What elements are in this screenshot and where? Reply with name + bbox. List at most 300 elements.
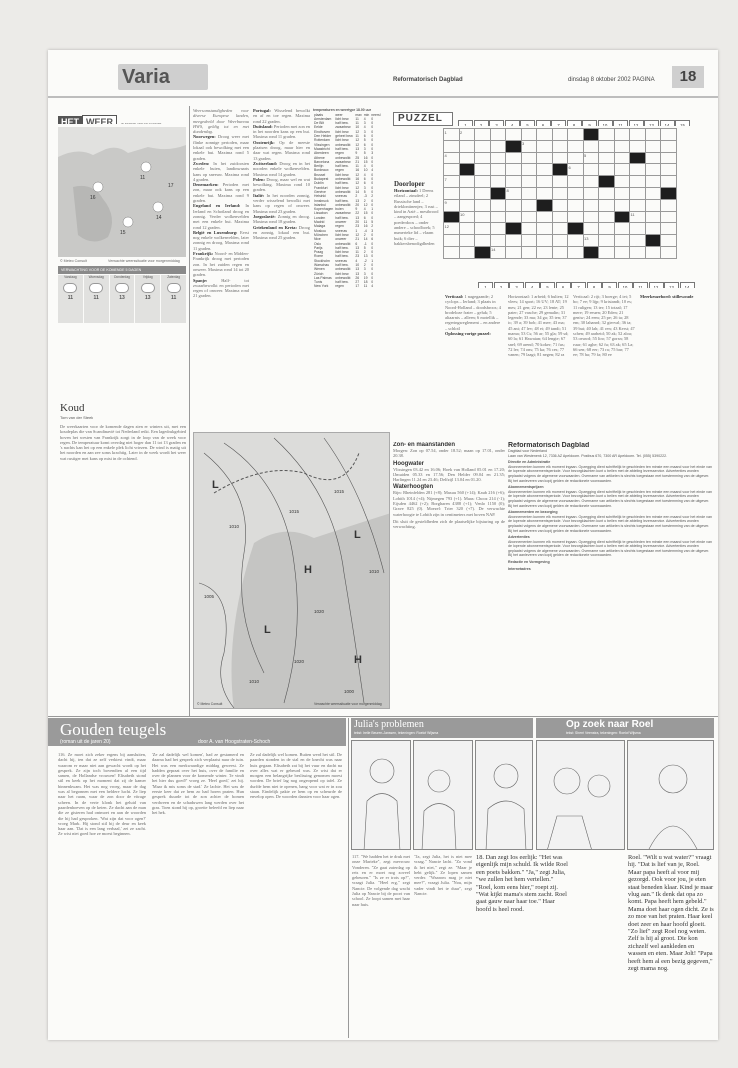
table-cell: Nice: [314, 237, 321, 242]
grid-cell: [459, 164, 475, 176]
table-cell: 6: [363, 134, 366, 139]
pressure-value: 1015: [289, 509, 300, 514]
grid-row: [444, 199, 677, 211]
grid-cell: [583, 246, 599, 258]
solution-note: Meerkeuzebord: stillewoude: [640, 294, 694, 299]
table-cell: Vlissingen: [314, 142, 330, 147]
novel-banner: [48, 718, 346, 746]
grid-row: [444, 164, 677, 176]
table-cell: Wenen: [314, 267, 325, 272]
roel-comic-panel-2: [627, 740, 714, 850]
grid-cell: [568, 246, 584, 258]
colophon-address: Laan van Westenenk 12, 7336 AZ Apeldoorn. Postbus 670, 7300 AR Apeldoorn. Tel. (055) 5390222.: [508, 453, 668, 458]
grid-cell: [614, 187, 630, 199]
grid-cell: [614, 164, 630, 176]
grid-cell: [583, 223, 599, 235]
grid-cell: [661, 176, 677, 188]
grid-row: [444, 187, 677, 199]
table-cell: Genève: [314, 189, 326, 194]
table-cell: half bew.: [335, 215, 349, 220]
grid-cell: [645, 176, 661, 188]
clue-label: Verticaal:: [445, 294, 464, 299]
table-cell: 3: [363, 271, 366, 276]
table-cell: 12: [355, 129, 360, 134]
grid-cell: [614, 246, 630, 258]
table-cell: zwaarbew.: [335, 125, 352, 130]
grid-cell: [537, 199, 553, 211]
colophon: [508, 442, 713, 707]
grid-row: [444, 129, 677, 141]
hoogwater-text: Vlissingen 03.42 en 16.06; Hoek van Holland 05.01 en 17.20; IJmuiden 05.33 en 17.56; Den Helder 09.04 en 21.35; Harlingen 11.24 en 23.46; Delfzijl 13.04 en 01.20.: [393, 466, 505, 483]
grid-cell: [506, 140, 522, 152]
table-cell: 6: [363, 181, 366, 186]
day-temp: 11: [67, 294, 74, 301]
country-text: Noord- en Midden-Frankrijk droog met perioden zon. In het zuiden regen en onweer. Maxima rond 14 tot 20 graden.: [193, 251, 249, 278]
table-cell: Madrid: [314, 220, 325, 225]
table-cell: 11: [355, 250, 359, 255]
map-temp: 17: [168, 183, 174, 189]
table-cell: Rome: [314, 254, 324, 259]
crossword-table: [443, 128, 677, 259]
grid-cell: [444, 235, 460, 247]
table-cell: 13: [355, 267, 360, 272]
grid-cell: [490, 164, 506, 176]
country-label: Noorwegen:: [193, 134, 216, 140]
table-cell: Tunis: [314, 280, 323, 285]
table-cell: 0: [371, 215, 374, 220]
table-cell: 2: [363, 232, 366, 237]
column-number: 14: [660, 120, 675, 126]
forecast-day: [110, 275, 135, 323]
grid-cell: [630, 152, 646, 164]
column-number: 2: [474, 120, 489, 126]
banner-sub: IN NEDERLAND EN EUROPA: [121, 122, 162, 124]
table-cell: 11: [363, 284, 368, 289]
country-label: Duitsland:: [253, 123, 273, 129]
grid-cell: [537, 235, 553, 247]
grid-cell: [661, 199, 677, 211]
roel-comic-panel-1: [536, 740, 625, 850]
grid-cell: [583, 187, 599, 199]
grid-cell: [490, 129, 506, 141]
grid-cell: [661, 187, 677, 199]
table-cell: 11: [355, 134, 359, 139]
table-cell: Moskou: [314, 228, 326, 233]
forecast-day: [58, 275, 83, 323]
grid-row: [444, 235, 677, 247]
table-cell: Bordeaux: [314, 168, 329, 173]
grid-cell: [537, 223, 553, 235]
puzzle-subtitle: Doorloper: [394, 180, 425, 188]
colophon-heading: Abonnementsprijzen: [508, 485, 544, 490]
grid-row: [444, 246, 677, 258]
solution-cell: 5: [540, 282, 555, 288]
table-cell: 0: [371, 211, 374, 216]
grid-cell: [552, 235, 568, 247]
grid-cell: [444, 211, 460, 223]
forecast-day: [135, 275, 160, 323]
grid-cell: 5: [583, 152, 599, 164]
grid-cell: [661, 140, 677, 152]
grid-cell: [475, 199, 491, 211]
table-cell: 14: [355, 189, 360, 194]
grid-cell: [506, 129, 522, 141]
country-text: Perioden met zon en in het noorden kans op een bui. Maxima rond 11 graden.: [253, 123, 310, 140]
solution-cell: 10: [618, 282, 633, 288]
table-cell: Barcelona: [314, 159, 330, 164]
pressure-value: 1010: [229, 524, 240, 529]
forecast-days: [58, 275, 186, 323]
table-cell: regen: [335, 284, 344, 289]
grid-cell: [645, 152, 661, 164]
clue-text: 1 nagegaande; 2 cyclops – Ierland; 3 plaats in Noord-Holland – doodsbroos; 4 brodeloze frater – geluk; 5 altaarnis – alleen; 6 motellik – regeringsreglement – en andere – schlotl: [445, 294, 501, 331]
table-cell: 4: [371, 168, 374, 173]
country-label: Polen:: [253, 176, 265, 182]
grid-cell: [490, 235, 506, 247]
table-cell: 13: [355, 245, 360, 250]
table-cell: 25: [355, 155, 360, 160]
column-number: 5: [520, 120, 535, 126]
day-temp: 11: [170, 294, 177, 301]
sun-icon: [153, 202, 163, 212]
grid-cell: [630, 176, 646, 188]
grid-cell: [506, 199, 522, 211]
grid-cell: [490, 199, 506, 211]
solution-cell: 13: [664, 282, 679, 288]
grid-cell: [521, 235, 537, 247]
day-label: Vandaag: [64, 275, 77, 279]
julia-comic-panel-1: [351, 740, 411, 850]
table-cell: licht bew.: [335, 138, 350, 143]
table-cell: onbewolkt: [335, 241, 351, 246]
table-cell: 13: [363, 254, 368, 259]
map-temp: 11: [140, 175, 146, 181]
map-note: Verwachte weerssituatie voor morgenmiddag: [108, 259, 180, 263]
grid-cell: [521, 129, 537, 141]
grid-cell: 13: [583, 235, 599, 247]
table-cell: 5: [363, 189, 366, 194]
table-cell: 3: [363, 185, 366, 190]
table-cell: half bew.: [335, 181, 349, 186]
comic-drawing: [476, 741, 533, 850]
grid-cell: [552, 199, 568, 211]
banner-het: HET: [58, 116, 82, 124]
table-cell: De Bilt: [314, 121, 324, 126]
country-text: Eerst nog enkele wolkenvelden, later zonnig en droog. Maxima rond 11 graden.: [193, 229, 249, 251]
table-cell: 4: [363, 116, 366, 121]
table-cell: 16: [355, 168, 360, 173]
table-cell: 2: [371, 194, 374, 199]
colophon-heading: Advertenties: [508, 535, 530, 540]
table-cell: 2: [363, 250, 366, 255]
table-cell: half bew.: [335, 146, 349, 151]
isobar-credit: © Meteo Consult: [197, 702, 223, 706]
table-cell: licht bew.: [335, 250, 350, 255]
grid-cell: 10: [459, 211, 475, 223]
solution-cell: 3: [509, 282, 524, 288]
temperature-table-box: [313, 108, 388, 433]
table-cell: Zürich: [314, 271, 324, 276]
rain-icon: [89, 283, 103, 293]
grid-cell: [475, 152, 491, 164]
grid-cell: [583, 140, 599, 152]
table-cell: Brussel: [314, 172, 326, 177]
cloud-icon: [167, 283, 181, 293]
julia-comic-panel-2: [413, 740, 473, 850]
solution-cell: 11: [633, 282, 648, 288]
koud-article-body: De weerkaarten voor de komende dagen zien er winters uit, met een koudeplas die van Scandinavië tot Nederland reikt. Een lagedrukgebied boven het westen van Frankrijk zorgt in de loop van de week voor regen. De temperatuur komt overdag niet hoger dan 11 tot 13 graden en 's nachts kan het op een enkele plek licht vriezen. De wind is matig uit het noorden en aan zee soms krachtig. Later in de week wordt het weer wat rustiger met kans op mist in de ochtend.: [60, 424, 186, 461]
table-cell: 13: [355, 271, 360, 276]
table-cell: New York: [314, 284, 329, 289]
table-cell: 14: [363, 237, 368, 242]
country-label: Griekenland en Kreta:: [253, 224, 297, 230]
table-cell: onbewolkt: [335, 155, 351, 160]
grid-cell: [599, 187, 615, 199]
grid-cell: [506, 211, 522, 223]
table-cell: 0: [371, 181, 374, 186]
grid-cell: 6: [568, 164, 584, 176]
column-number: 4: [505, 120, 520, 126]
grid-cell: [645, 211, 661, 223]
grid-cell: [506, 235, 522, 247]
map-temp: 16: [90, 195, 96, 201]
table-cell: 11: [355, 121, 359, 126]
pressure-value: 1005: [204, 594, 215, 599]
grid-cell: [475, 129, 491, 141]
grid-cell: [630, 246, 646, 258]
table-cell: 0: [371, 125, 374, 130]
solution-cell: 6: [556, 282, 571, 288]
map-temp: 15: [120, 230, 126, 236]
clue-text: 1 Deens eiland – zinsdeel; 2 Russische land – drieklontinenjes; 3 rust – kind in Azië – mestbrood – aangespoed; 4 poederdoos – onder andere – schoolboek; 5 numerieke lid – vlaam buik; 6 dier – bakkersbenodigdheden: [394, 188, 439, 246]
table-cell: 2: [363, 198, 366, 203]
grid-cell: [537, 187, 553, 199]
solution-cell: 12: [649, 282, 664, 288]
country-text: Droog en in het noorden enkele wolkenvelden. Maxima rond 14 graden.: [253, 160, 310, 177]
isobar-map: [193, 432, 390, 709]
grid-cell: 4: [444, 152, 460, 164]
colophon-body: Abonnementen kunnen elk moment ingaan. Opzegging dient schriftelijk te geschieden ten minste een maand voor het einde van de lopende abonnementsperiode. Voor bezorgklachten kunt u bellen met de afdeling lezersservice. Advertenties worden geplaatst volgens de algemene voorwaarden. Overname van artikelen is slechts toegestaan met toestemming van de uitgever. Bij het aanleveren van kopij gelden de redactionele voorwaarden.: [508, 514, 712, 533]
table-cell: 1: [371, 207, 374, 212]
day-temp: 11: [93, 294, 99, 301]
grid-cell: [599, 235, 615, 247]
table-cell: 10: [355, 125, 360, 130]
grid-cell: [537, 152, 553, 164]
column-header: min: [363, 112, 370, 117]
table-cell: 2: [355, 194, 358, 199]
grid-cell: [444, 246, 460, 258]
grid-cell: [645, 235, 661, 247]
puzzle-clues-col1: [394, 180, 440, 432]
table-cell: 0: [371, 185, 374, 190]
grid-cell: [521, 223, 537, 235]
table-cell: sneeuw: [335, 194, 347, 199]
column-number: 11: [613, 120, 628, 126]
grid-cell: [475, 187, 491, 199]
grid-cell: [552, 223, 568, 235]
table-cell: 19: [363, 275, 368, 280]
low-pressure-label: L: [354, 529, 361, 541]
day-label: Zaterdag: [167, 275, 180, 279]
temperature-table: [313, 113, 381, 289]
novel-col2: 'Ze zal dadelijk wel komen', had ze gestamerd en daarna had het gesprek zich verplaatst naar de tuin. Het was een merkwaardige middag geweest. Ze hadden gepraat over het huis, over de familie en over de plannen voor de komende winter. 'Je vindt het hier dus goed?' vroeg ze. 'Heel goed,' zei hij. 'Maar ik mis soms de stad.' Ze lachte. Het was de eerste keer dat ze hem zo had horen praten. Hun gesprek duurde tot de zon achter de bomen verdween en de schaduwen lang werden over het gras. Toen stond hij op, groette beleefd en liep naar het hek.: [152, 752, 244, 816]
table-cell: 9: [355, 151, 358, 156]
table-cell: onbewolkt: [335, 177, 351, 182]
grid-cell: [506, 152, 522, 164]
grid-cell: 11: [630, 211, 646, 223]
table-cell: regen: [335, 168, 344, 173]
grid-cell: [444, 164, 460, 176]
table-row: [313, 267, 381, 271]
table-cell: Warschau: [314, 262, 330, 267]
grid-cell: 2: [459, 129, 475, 141]
europe-weather-map: [58, 127, 186, 257]
country-label: Denemarken:: [193, 182, 219, 188]
pressure-value: 1020: [314, 609, 325, 614]
grid-cell: [537, 164, 553, 176]
page-number: 18: [672, 66, 704, 88]
grid-cell: [475, 223, 491, 235]
low-pressure-label: L: [212, 479, 219, 491]
grid-cell: [537, 129, 553, 141]
grid-cell: 9: [444, 199, 460, 211]
table-cell: 0: [371, 280, 374, 285]
grid-cell: [661, 152, 677, 164]
table-cell: 12: [355, 142, 360, 147]
grid-cell: [614, 140, 630, 152]
comic-drawing: [352, 741, 411, 850]
table-cell: 4: [363, 207, 366, 212]
grid-cell: [459, 223, 475, 235]
solution-cell: 4: [525, 282, 540, 288]
grid-cell: [599, 164, 615, 176]
clues-horizontal: [394, 188, 440, 246]
table-cell: half bew.: [335, 254, 349, 259]
table-cell: Den Helder: [314, 134, 332, 139]
novel-col3: Ze zal dadelijk wel komen. Buiten werd het stil. De paarden stonden in de stal en de knecht was naar huis gegaan. Elisabeth zat bij het vuur en dacht na over alles wat er gebeurd was. Ze wist dat er morgen een belangrijke beslissing genomen moest worden. De brief lag nog ongeopend op tafel. Ze durfde hem niet te openen, bang voor wat er in zou staan. Eindelijk pakte ze hem op en scheurde de envelop open. De woorden dansten voor haar ogen.: [250, 752, 342, 800]
column-header: max: [355, 112, 362, 117]
pressure-value: 1020: [294, 659, 305, 664]
high-pressure-label: H: [304, 564, 312, 576]
grid-cell: [552, 187, 568, 199]
table-cell: 0: [371, 262, 374, 267]
grid-cell: [630, 235, 646, 247]
puzzle-clues-col2: [445, 294, 503, 434]
country-text: Droog en zonnig, lokaal een bui. Maxima rond 25 graden.: [253, 224, 310, 241]
issue-date: dinsdag 8 oktober 2002 PAGINA: [568, 77, 655, 83]
grid-cell: 7: [444, 176, 460, 188]
table-cell: 13: [355, 198, 360, 203]
table-cell: onbewolkt: [335, 202, 351, 207]
zon-maan-box: [393, 442, 505, 607]
grid-cell: [614, 223, 630, 235]
table-cell: 16: [355, 177, 360, 182]
table-cell: 1: [371, 258, 374, 263]
table-cell: Eelde: [314, 125, 323, 130]
table-cell: Innsbruck: [314, 198, 329, 203]
banner-weer: WEER: [82, 115, 117, 124]
grid-cell: [521, 152, 537, 164]
country-label: Spanje:: [193, 277, 208, 283]
table-cell: 0: [371, 129, 374, 134]
column-header: plaats: [314, 112, 324, 117]
grid-cell: [614, 199, 630, 211]
country-label: Oostenrijk:: [253, 139, 275, 145]
grid-cell: [614, 176, 630, 188]
cloud-icon: [115, 283, 129, 293]
table-cell: licht bew.: [335, 116, 350, 121]
solution-cell: 2: [494, 282, 509, 288]
weather-banner: [58, 112, 186, 124]
puzzle-column-numbers: [458, 114, 713, 126]
solution-cell: 1: [478, 282, 493, 288]
table-cell: 3: [371, 228, 374, 233]
grid-cell: [537, 211, 553, 223]
cloud-icon: [93, 182, 103, 192]
table-cell: licht bew.: [335, 129, 350, 134]
table-cell: 0: [371, 241, 374, 246]
table-cell: geheel bew.: [335, 134, 354, 139]
table-cell: 21: [355, 237, 360, 242]
forecast-day: [84, 275, 109, 323]
grid-cell: [630, 140, 646, 152]
table-cell: 4: [363, 164, 366, 169]
column-header: neersl: [371, 112, 381, 117]
high-pressure-label: H: [354, 654, 362, 666]
table-cell: 10: [355, 262, 360, 267]
waterhoogten-text: Rijn: Rheinfelden 281 (+8); Maxau 560 (+14); Kaub 216 (+6); Lobith 1014 (+4); Nijmegen 793 (+1). Maas: Chooz 214 (-1); Eijsden 4462 (+2); Borgharen 4388 (+1); Venlo 1150 (0); Grave 825 (0). Moezel: Trier 320 (+7). De verwachte waterhoogte te Lobith zijn in centimeters met boven NAP.: [393, 490, 505, 517]
grid-cell: [475, 246, 491, 258]
europe-weather-col1: [193, 108, 249, 423]
grid-cell: [583, 129, 599, 141]
table-cell: -2: [363, 258, 367, 263]
colophon-body: Abonnementen kunnen elk moment ingaan. Opzegging dient schriftelijk te geschieden ten minste een maand voor het einde van de lopende abonnementsperiode. Voor bezorgklachten kunt u bellen met de afdeling lezersservice. Advertenties worden geplaatst volgens de algemene voorwaarden. Overname van artikelen is slechts toegestaan met toestemming van de uitgever. Bij het aanleveren van kopij gelden de redactionele voorwaarden.: [508, 464, 712, 483]
table-cell: 0: [371, 138, 374, 143]
grid-cell: [614, 129, 630, 141]
country-label: Zwitserland:: [253, 160, 278, 166]
page-header: [48, 50, 718, 98]
table-cell: half bew.: [335, 245, 349, 250]
grid-cell: [490, 152, 506, 164]
column-header: weer: [335, 112, 343, 117]
table-cell: 15: [363, 159, 368, 164]
grid-cell: [568, 223, 584, 235]
julia-text-col3: 18. Dan zegt Ios eerlijk: "Het was eigenlijk mijn schuld. Ik wilde Roel een poets bakken." "Ja," zegt Julia, "we zullen het hem vertellen." "Roel, kom eens hier," roept zij. "Wat kijkt mama's stem zacht. Roel gaat gauw naar haar toe." Haar hoofd is heel rood.: [476, 854, 568, 913]
table-cell: onbewolkt: [335, 142, 351, 147]
table-cell: sneeuw: [335, 228, 347, 233]
grid-cell: [537, 246, 553, 258]
grid-cell: [552, 140, 568, 152]
table-cell: onbewolkt: [335, 267, 351, 272]
grid-cell: [490, 187, 506, 199]
table-cell: Dublin: [314, 181, 324, 186]
novel-author: door A. van Hoogstraten-Schoch: [198, 739, 271, 745]
table-cell: 6: [363, 142, 366, 147]
table-cell: 5: [371, 220, 374, 225]
grid-cell: 3: [521, 140, 537, 152]
julia-comic-panel-3: [475, 740, 533, 850]
clue-label: Horizontaal:: [394, 188, 418, 193]
pressure-value: 1000: [344, 689, 355, 694]
roel-text: Roel. "Wilt u wat water?" vraagt hij. "Dat is lief van je, Roel. Maar papa heeft al voor mij gezorgd. Ook voor jou, je eten staat beneden klaar. Kind je maar vlug aan." Ik denk dat opa zo komt. Papa heeft hem gebeld." Mama doet haar ogen dicht. Ze is zo moe van het praten. Haar keel doet zeer en haar hoofd gloeit. "Zo lief" zegt Roel nog weten. Zelf is hij al groot. Die kon zichzelf wel aankleden en wassen en eten. Maar Jolt! "Papa heeft hem al een bezig gegeven," zegt mama nog.: [628, 854, 714, 973]
table-cell: 6: [371, 237, 374, 242]
table-cell: 0: [371, 134, 374, 139]
table-cell: 20: [355, 202, 360, 207]
table-cell: 3: [363, 129, 366, 134]
grid-cell: [475, 211, 491, 223]
column-number: 13: [644, 120, 659, 126]
table-cell: 4: [363, 125, 366, 130]
